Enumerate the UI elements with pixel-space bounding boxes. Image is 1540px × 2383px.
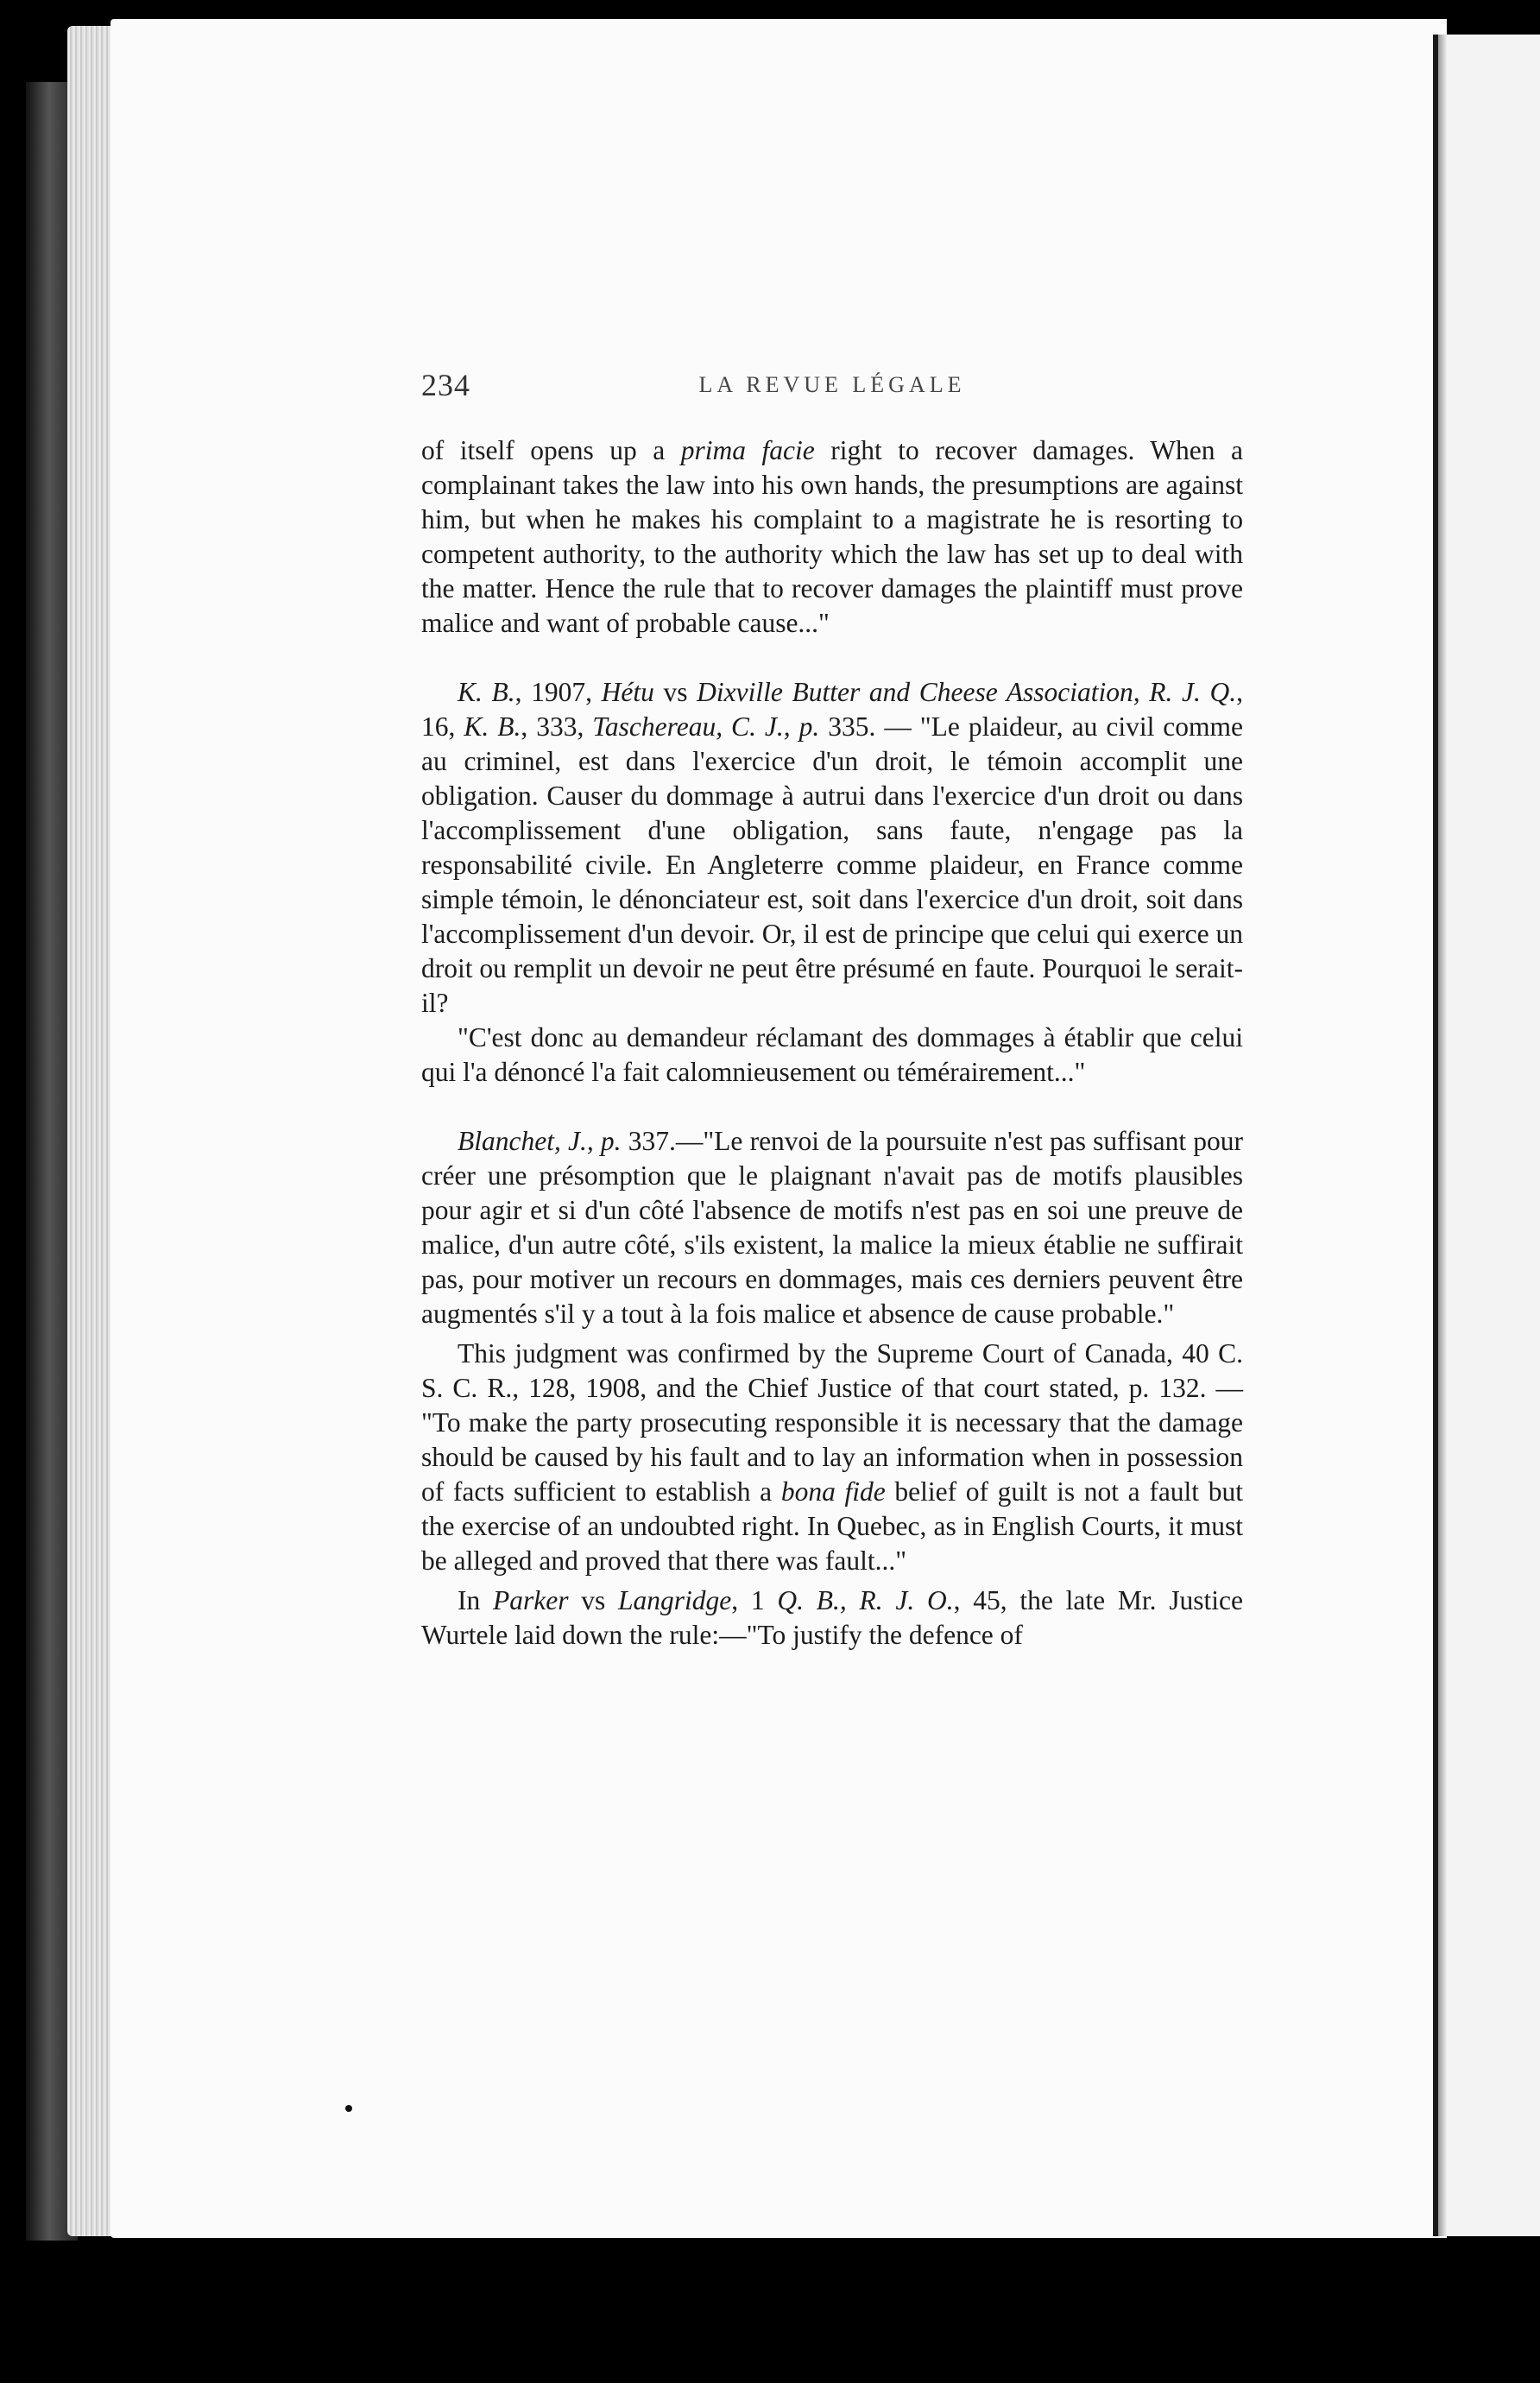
paragraph-3 <box>421 1021 1243 1090</box>
italic-run: Hétu <box>601 677 654 707</box>
text-run: of itself opens up a <box>421 435 681 465</box>
italic-run: Taschereau, C. J., p. <box>592 711 820 742</box>
paragraph-4 <box>421 1124 1243 1331</box>
text-run: This judgment was confirmed by the Supreme Court of Canada, 40 C. S. C. R., 128, 1908, and the Chief Justice of that court stated, p. 132. — "To make the party prosecuting responsible it is necessary that the damage should be caused by his fault and to lay an information when in possession of facts sufficient to establish a <box>421 1338 1243 1507</box>
text-run: vs <box>568 1585 619 1615</box>
text-run: , 1907, <box>514 677 602 707</box>
text-run: 337.—"Le renvoi de la poursuite n'est pas suffisant pour créer une présomption que le plaignant n'avait pas de motifs plausibles pour agir et si d'un côté l'absence de motifs n'est pas en soi une preuve de malice, d'un autre côté, s'ils existent, la malice la mieux établie ne suffirait pas, pour motiver un recours en dommages, mais ces derniers peuvent être augmentés s'il y a tout à la fois malice et absence de cause probable." <box>421 1126 1243 1329</box>
text-run: , 1 <box>731 1585 778 1615</box>
italic-run: Blanchet, J., p. <box>458 1126 622 1156</box>
text-run: vs <box>653 677 697 707</box>
italic-run: Langridge <box>618 1585 732 1615</box>
italic-run: Dixville Butter and Cheese Association, R. J. Q. <box>697 677 1237 707</box>
paragraph-6 <box>421 1583 1243 1653</box>
text-run: , 16, <box>421 677 1244 742</box>
italic-run: K. B. <box>458 677 515 707</box>
italic-run: bona fide <box>780 1476 886 1507</box>
paragraph-2 <box>421 675 1243 1021</box>
text-run: 335. — "Le plaideur, au civil comme au criminel, est dans l'exercice d'un droit, le témoin accomplit une obligation. Causer du dommage à autrui dans l'exercice d'un droit ou dans l'accomplissement d'une obligation, sans faute, n'engage pas la responsabilité civile. En Angleterre comme plaideur, en France comme simple témoin, le dénonciateur est, soit dans l'exercice d'un droit, soit dans l'accomplissement d'un devoir. Or, il est de principe que celui qui exerce un droit ou remplit un devoir ne peut être présumé en faute. Pourquoi le serait-il? <box>421 711 1244 1018</box>
facing-page <box>1433 35 1540 2236</box>
body-text <box>421 433 1243 1653</box>
text-run: "C'est donc au demandeur réclamant des dommages à établir que celui qui l'a dénoncé l'a fait calomnieusement ou témérairement..." <box>421 1022 1243 1087</box>
italic-run: Q. B., R. J. O. <box>777 1585 954 1615</box>
text-run: belief of guilt is not a fault but the exercise of an undoubted right. In Quebec, as in English Courts, it must be alleged and proved that there was fault..." <box>421 1476 1243 1576</box>
ink-speck <box>345 2105 352 2112</box>
running-head <box>421 367 1243 410</box>
text-run: , 333, <box>521 711 593 742</box>
page-number: 234 <box>421 368 470 402</box>
paragraph-1 <box>421 433 1243 641</box>
text-run: In <box>458 1585 493 1615</box>
italic-run: K. B. <box>464 711 521 742</box>
text-run: , 45, the late Mr. Justice Wurtele laid down the rule:—"To justify the defence of <box>421 1585 1243 1650</box>
paragraph-5 <box>421 1337 1243 1578</box>
italic-run: prima facie <box>680 435 815 465</box>
text-run: right to recover damages. When a complainant takes the law into his own hands, the presumptions are against him, but when he makes his complaint to a magistrate he is resorting to competent authority, to the authority which the law has set up to deal with the matter. Hence the rule that to recover damages the plaintiff must prove malice and want of probable cause..." <box>421 435 1243 638</box>
italic-run: Parker <box>493 1585 569 1615</box>
gutter <box>1438 35 1447 2236</box>
running-title: LA REVUE LÉGALE <box>698 372 966 397</box>
